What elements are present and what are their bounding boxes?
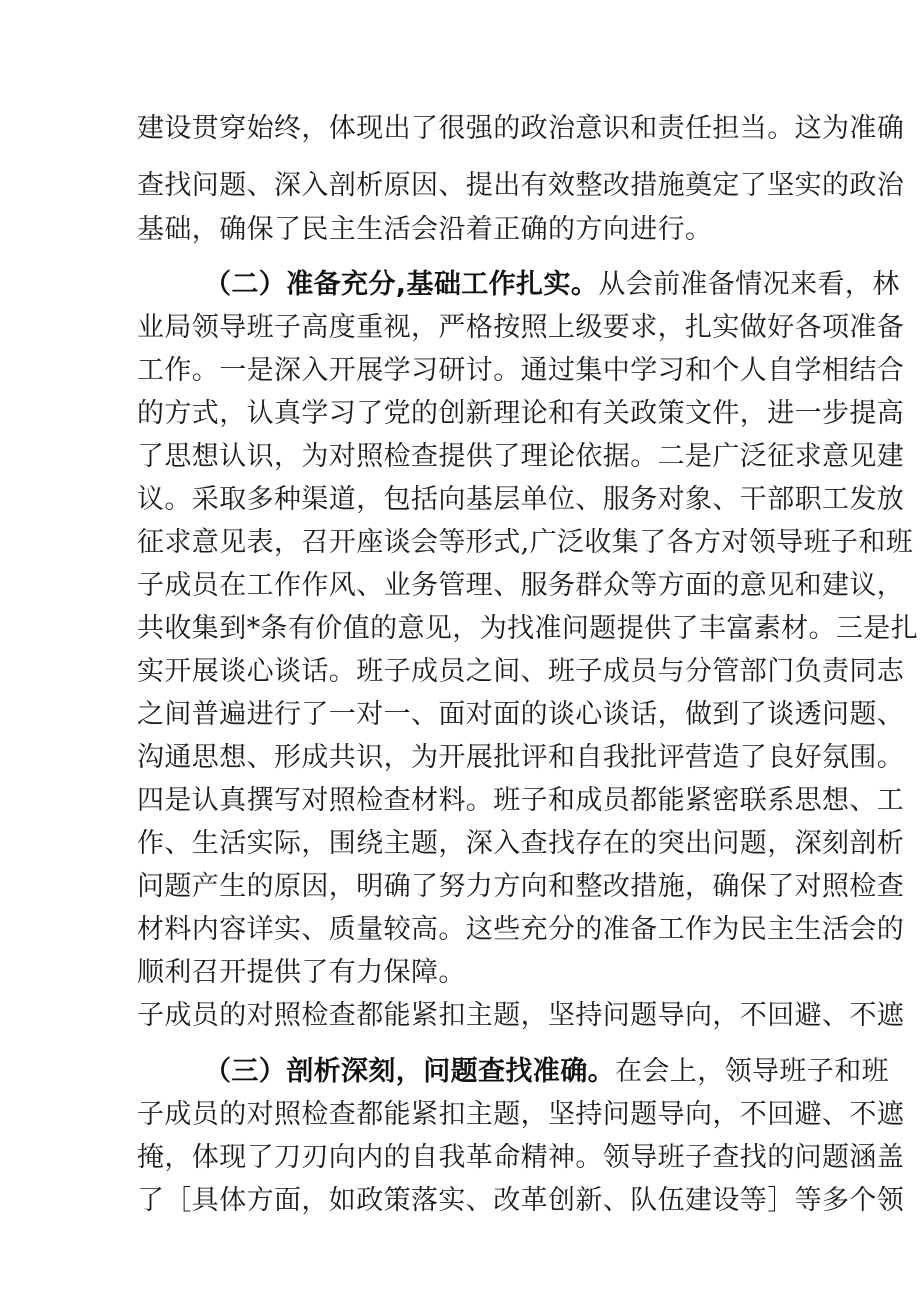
text-line: 问题产生的原因，明确了努力方向和整改措施，确保了对照检查	[137, 871, 905, 902]
text-line: 工作。一是深入开展学习研讨。通过集中学习和个人自学相结合	[137, 355, 905, 386]
text-line: 掩，体现了刀刃向内的自我革命精神。领导班子查找的问题涵盖	[137, 1142, 905, 1173]
section-2-heading: （二）准备充分,基础工作扎实。	[204, 269, 599, 300]
text-line: 建设贯穿始终，体现出了很强的政治意识和责任担当。这为准确	[137, 113, 905, 144]
text-line: 子成员在工作作风、业务管理、服务群众等方面的意见和建议，	[137, 570, 905, 601]
text-line: 征求意见表，召开座谈会等形式,广泛收集了各方对领导班子和班	[137, 527, 914, 558]
text-line: 沟通思想、形成共识，为开展批评和自我批评营造了良好氛围。	[137, 742, 905, 773]
text-line: 材料内容详实、质量较高。这些充分的准备工作为民主生活会的	[137, 914, 905, 945]
text-line: 实开展谈心谈话。班子成员之间、班子成员与分管部门负责同志	[137, 656, 905, 687]
text-line: 了［具体方面，如政策落实、改革创新、队伍建设等］等多个领	[137, 1185, 905, 1216]
text-line: 基础，确保了民主生活会沿着正确的方向进行。	[137, 214, 713, 245]
text-line: 议。采取多种渠道，包括向基层单位、服务对象、干部职工发放	[137, 484, 905, 515]
text-line: 之间普遍进行了一对一、面对面的谈心谈话，做到了谈透问题、	[137, 699, 905, 730]
text-line: 业局领导班子高度重视，严格按照上级要求，扎实做好各项准备	[137, 312, 905, 343]
text-line: 共收集到*条有价值的意见，为找准问题提供了丰富素材。三是扎	[137, 613, 919, 644]
text-line: 的方式，认真学习了党的创新理论和有关政策文件，进一步提高	[137, 398, 905, 429]
text-line: 子成员的对照检查都能紧扣主题，坚持问题导向，不回避、不遮	[137, 1099, 905, 1130]
section-3-heading: （三）剖析深刻，问题查找准确。	[204, 1056, 615, 1087]
section-3-first-line	[204, 1050, 889, 1094]
text-line: 了思想认识，为对照检查提供了理论依据。二是广泛征求意见建	[137, 441, 905, 472]
section-3-lead-text: 在会上，领导班子和班	[615, 1056, 889, 1087]
section-2-lead-text: 从会前准备情况来看，林	[598, 269, 900, 300]
text-line: 作、生活实际，围绕主题，深入查找存在的突出问题，深刻剖析	[137, 828, 905, 859]
text-line: 顺利召开提供了有力保障。	[137, 957, 466, 988]
text-line: 四是认真撰写对照检查材料。班子和成员都能紧密联系思想、工	[137, 785, 905, 816]
text-line: 查找问题、深入剖析原因、提出有效整改措施奠定了坚实的政治	[137, 170, 905, 201]
text-line: 子成员的对照检查都能紧扣主题，坚持问题导向，不回避、不遮	[137, 1000, 905, 1031]
section-2-first-line	[204, 263, 900, 307]
